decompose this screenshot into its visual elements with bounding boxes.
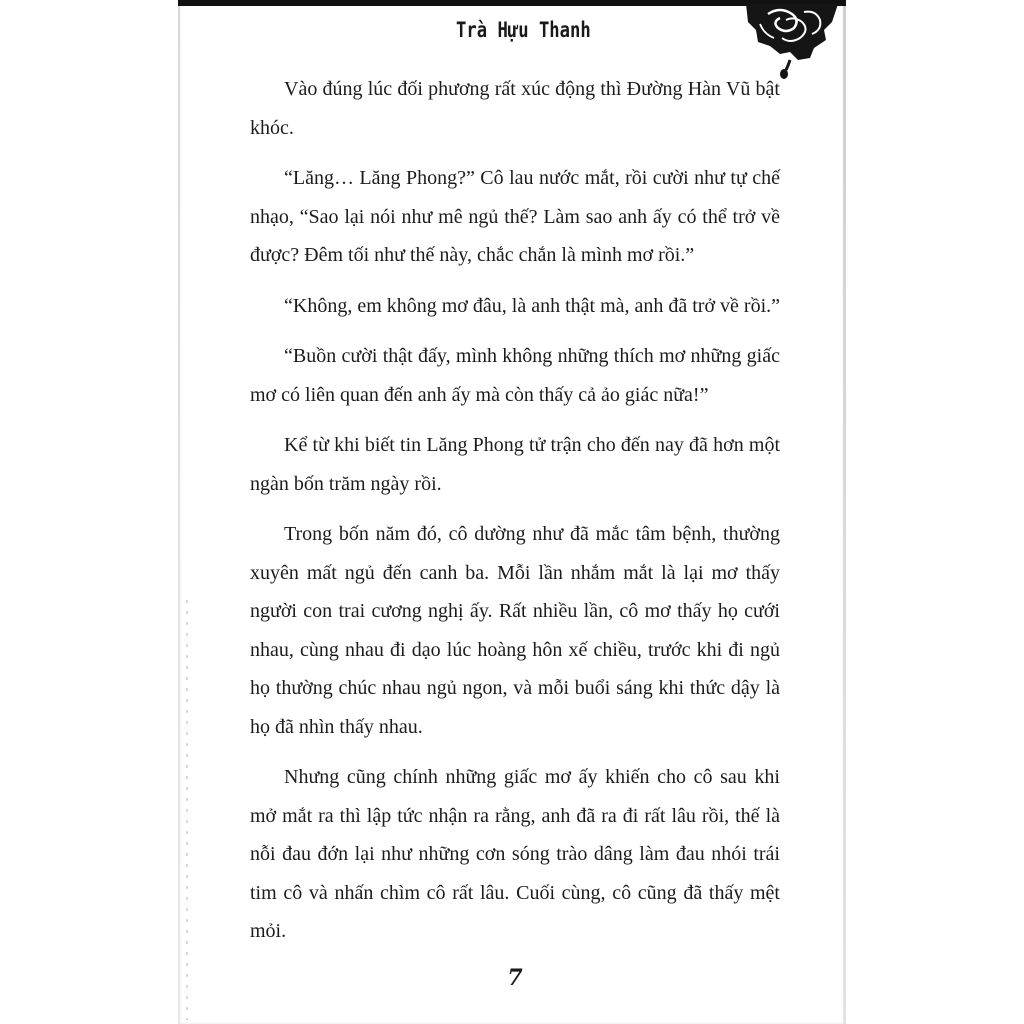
scan-artifact [186,600,188,1020]
paragraph-4: “Buồn cười thật đấy, mình không những thích mơ những giấc mơ có liên quan đến anh ấy mà còn thấy cả ảo giác nữa!” [250,345,780,406]
page-left-edge [178,0,180,1024]
paragraph-3: “Không, em không mơ đâu, là anh thật mà, anh đã trở về rồi.” [284,294,781,317]
page-right-edge [843,0,846,1024]
running-header-title: Trà Hựu Thanh [456,18,591,42]
paragraph-5: Kể từ khi biết tin Lăng Phong tử trận cho đến nay đã hơn một ngàn bốn trăm ngày rồi. [250,434,780,495]
paragraph-2: “Lăng… Lăng Phong?” Cô lau nước mắt, rồi cười như tự chế nhạo, “Sao lại nói như mê ngủ thế? Làm sao anh ấy có thể trở về được? Đêm tối như thế này, chắc chắn là mình mơ rồi.” [250,167,780,266]
paragraph-7: Nhưng cũng chính những giấc mơ ấy khiến cho cô sau khi mở mắt ra thì lập tức nhận ra rằng, anh đã ra đi rất lâu rồi, thế là nỗi đau đớn lại như những cơn sóng trào dâng làm đau nhói trái tim cô và nhấn chìm cô rất lâu. Cuối cùng, cô cũng đã thấy mệt mỏi. [250,766,780,942]
paragraph-1: Vào đúng lúc đối phương rất xúc động thì Đường Hàn Vũ bật khóc. [250,78,780,139]
page-number: 7 [507,965,523,991]
body-text [250,70,780,963]
paragraph-6: Trong bốn năm đó, cô dường như đã mắc tâm bệnh, thường xuyên mất ngủ đến canh ba. Mỗi lần nhắm mắt là lại mơ thấy người con trai cương nghị ấy. Rất nhiều lần, cô mơ thấy họ cưới nhau, cùng nhau đi dạo lúc hoàng hôn xế chiều, trước khi đi ngủ họ thường chúc nhau ngủ ngon, và mỗi buổi sáng khi thức dậy là họ đã nhìn thấy nhau. [250,523,780,738]
